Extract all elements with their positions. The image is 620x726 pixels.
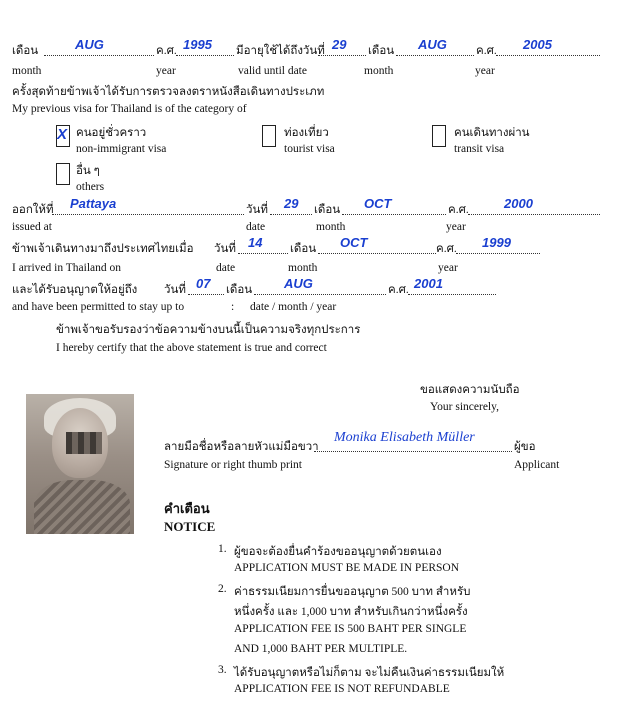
arrived-label-th: ข้าพเจ้าเดินทางมาถึงประเทศไทยเมื่อ [12,243,194,255]
permitted-date-value[interactable]: 07 [196,276,211,291]
year-field-value[interactable]: 1995 [183,37,212,52]
transit-checkbox[interactable] [432,125,446,147]
year2-label-en: year [475,65,495,77]
year2-field-value[interactable]: 2005 [523,37,552,52]
permitted-year-line [408,294,496,295]
valid-day-value[interactable]: 29 [332,37,347,52]
notice-title-en: NOTICE [164,519,216,534]
signature-label-th: ลายมือชื่อหรือลายหัวแม่มือขวา [164,441,319,453]
issued-date-value[interactable]: 29 [284,196,299,211]
non-immigrant-label-en: non-immigrant visa [76,143,167,155]
valid-day-line [318,55,366,56]
notice-item-en: APPLICATION FEE IS NOT REFUNDABLE [234,683,450,695]
year2-field-line [496,55,600,56]
others-checkbox[interactable] [56,163,70,185]
permitted-label-en: and have been permitted to stay up to [12,301,185,313]
month2-field-line [396,55,474,56]
issued-at-label-en: issued at [12,221,52,233]
permitted-month-line [254,294,386,295]
others-label-th: อื่น ๆ [76,165,100,177]
permitted-month-value[interactable]: AUG [284,276,313,291]
check-mark: X [57,126,68,143]
arrived-month-label-th: เดือน [290,243,317,255]
signature-suffix-th: ผู้ขอ [514,441,536,453]
issued-date-label-en: date [246,221,266,233]
applicant-label-en: Applicant [514,459,560,471]
tourist-checkbox[interactable] [262,125,276,147]
month2-field-value[interactable]: AUG [418,37,447,52]
notice-item-th: ค่าธรรมเนียมการยื่นขออนุญาต 500 บาท สำหรับ [234,586,471,598]
notice-item-en-line2: AND 1,000 BAHT PER MULTIPLE. [234,643,408,655]
notice-title-th: คำเตือน [164,501,210,516]
issued-date-line [270,214,312,215]
arrived-year-label-th: ค.ศ. [436,243,457,255]
tourist-label-en: tourist visa [284,143,335,155]
closing-en: Your sincerely, [430,401,499,413]
applicant-photo [26,394,134,534]
year2-label-th: ค.ศ. [476,45,497,57]
month2-label-en: month [364,65,394,77]
issued-at-line [52,214,244,215]
arrived-year-line [456,253,540,254]
others-label-en: others [76,181,105,193]
notice-item-number: 3. [218,664,227,676]
year-field-line [176,55,234,56]
issued-at-label-th: ออกให้ที่ [12,204,54,216]
valid-until-label-th: มีอายุใช้ได้ถึงวันที่ [236,45,325,57]
issued-year-label-th: ค.ศ. [448,204,469,216]
issued-month-line [342,214,446,215]
notice-item-number: 2. [218,583,227,595]
arrived-date-label-th: วันที่ [214,243,236,255]
month-field-line [44,55,154,56]
arrived-date-value[interactable]: 14 [248,235,263,250]
issued-year-label-en: year [446,221,466,233]
previous-visa-heading-en: My previous visa for Thailand is of the category of [12,103,247,115]
month-field-value[interactable]: AUG [75,37,104,52]
permitted-year-label-th: ค.ศ. [388,284,409,296]
permitted-colon: : [231,301,235,313]
previous-visa-heading-th: ครั้งสุดท้ายข้าพเจ้าได้รับการตรวจลงตราหนังสือเดินทางประเภท [12,86,325,98]
signature-line [314,451,512,452]
permitted-date-line [188,294,224,295]
arrived-month-line [318,253,436,254]
notice-item-en: APPLICATION FEE IS 500 BAHT PER SINGLE [234,623,467,635]
certify-statement-en: I hereby certify that the above statement is true and correct [56,342,327,354]
arrived-label-en: I arrived in Thailand on [12,262,122,274]
month2-label-th: เดือน [368,45,395,57]
arrived-month-value[interactable]: OCT [340,235,368,250]
non-immigrant-label-th: คนอยู่ชั่วคราว [76,127,147,139]
notice-item-th-line2: หนึ่งครั้ง และ 1,000 บาท สำหรับเกินกว่าหนึ่งครั้ง [234,606,468,618]
certify-statement-th: ข้าพเจ้าขอรับรองว่าข้อความข้างบนนี้เป็นความจริงทุกประการ [56,324,361,336]
issued-date-label-th: วันที่ [246,204,268,216]
closing-th: ขอแสดงความนับถือ [420,384,520,396]
notice-item-th: ผู้ขอจะต้องยื่นคำร้องขออนุญาตด้วยตนเอง [234,546,442,558]
permitted-year-value[interactable]: 2001 [414,276,443,291]
issued-at-value[interactable]: Pattaya [70,196,117,211]
non-immigrant-checkbox[interactable] [56,125,70,147]
applicant-signature[interactable]: Monika Elisabeth Müller [334,430,475,445]
month-label-en: month [12,65,42,77]
notice-item-number: 1. [218,543,227,555]
year-label-th: ค.ศ. [156,45,177,57]
month-label-th: เดือน [12,45,39,57]
permitted-date-format: date / month / year [250,301,337,313]
arrived-year-label-en: year [438,262,458,274]
transit-label-th: คนเดินทางผ่าน [454,127,530,139]
issued-month-label-en: month [316,221,346,233]
notice-item-th: ได้รับอนุญาตหรือไม่ก็ตาม จะไม่คืนเงินค่าธรรมเนียมให้ [234,667,505,679]
year-label-en: year [156,65,176,77]
valid-until-label-en: valid until date [238,65,307,77]
permitted-date-label-th: วันที่ [164,284,186,296]
tourist-label-th: ท่องเที่ยว [284,127,329,139]
notice-item-en: APPLICATION MUST BE MADE IN PERSON [234,562,460,574]
permitted-month-label-th: เดือน [226,284,253,296]
transit-label-en: transit visa [454,143,505,155]
issued-year-line [468,214,600,215]
issued-year-value[interactable]: 2000 [504,196,533,211]
issued-month-label-th: เดือน [314,204,341,216]
arrived-date-line [238,253,288,254]
issued-month-value[interactable]: OCT [364,196,392,211]
signature-label-en: Signature or right thumb print [164,459,302,471]
arrived-month-label-en: month [288,262,318,274]
arrived-year-value[interactable]: 1999 [482,235,511,250]
permitted-label-th: และได้รับอนุญาตให้อยู่ถึง [12,284,138,296]
arrived-date-label-en: date [216,262,236,274]
